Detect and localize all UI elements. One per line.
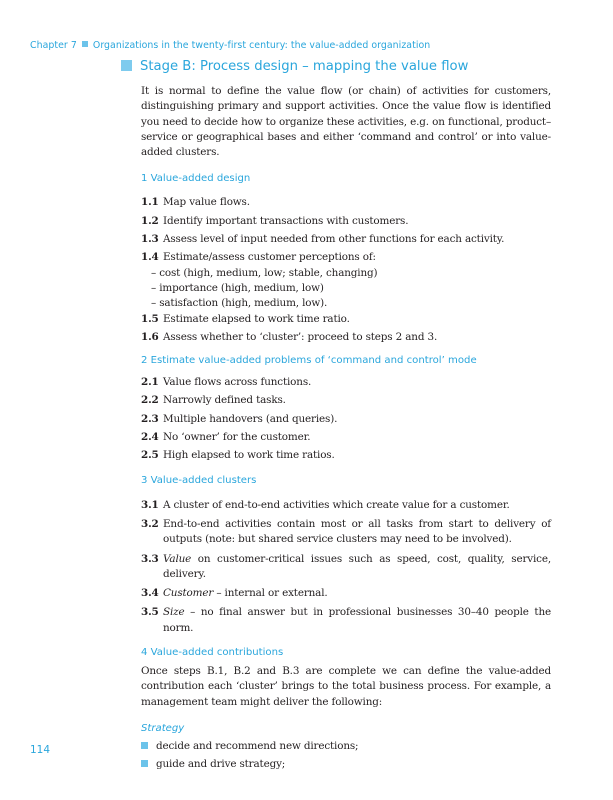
chapter-title: Organizations in the twenty-first century: the value-added organization: [92, 40, 431, 51]
section-title: [121, 59, 468, 74]
sub-item: – satisfaction (high, medium, low).: [151, 297, 328, 310]
bullet-item: guide and drive strategy;: [141, 757, 551, 772]
list-item: 3.2 End-to-end activities contain most or all tasks from start to delivery of outputs (note: but shared service clusters may need to be involved).: [141, 517, 551, 546]
list-item: 2.5 High elapsed to work time ratios.: [141, 449, 335, 462]
square-bullet-icon: [82, 41, 88, 47]
section-2-list: [141, 375, 551, 463]
section-heading-1: 1 Value-added design: [141, 173, 251, 185]
list-item: 1.3 Assess level of input needed from other functions for each activity.: [141, 233, 505, 246]
list-item: 3.3 Value on customer-critical issues such as speed, cost, quality, service, delivery.: [141, 552, 551, 580]
section-heading-4: 4 Value-added contributions: [141, 647, 284, 659]
list-item: 3.5 Size – no final answer but in professional businesses 30–40 people the norm.: [141, 606, 551, 634]
bullet-item: decide and recommend new directions;: [141, 739, 551, 754]
list-item: 1.2 Identify important transactions with customers.: [141, 214, 409, 227]
list-item: 2.2 Narrowly defined tasks.: [141, 394, 286, 407]
section-heading-3: 3 Value-added clusters: [141, 474, 257, 486]
list-item: 3.4 Customer – internal or external.: [141, 587, 328, 600]
contributions-paragraph: Once steps B.1, B.2 and B.3 are complete we can define the value-added contribution each ‘cluster’ brings to the total business process. For example, a management team might deliver the following:: [141, 665, 551, 708]
main-content: [141, 84, 551, 776]
section-title-text: Stage B: Process design – mapping the value flow: [140, 59, 469, 74]
page-number: 114: [30, 744, 51, 756]
sub-item: – cost (high, medium, low; stable, changing): [151, 266, 378, 279]
square-bullet-icon: [121, 60, 132, 71]
square-bullet-icon: [141, 742, 148, 749]
section-heading-2: 2 Estimate value-added problems of ‘command and control’ mode: [141, 355, 477, 367]
list-item: 1.4 Estimate/assess customer perceptions of:: [141, 251, 376, 264]
list-item: 2.1 Value flows across functions.: [141, 376, 312, 389]
intro-paragraph: It is normal to define the value flow (or chain) of activities for customers, distinguishing primary and support activities. Once the value flow is identified you need to decide how to organize these activities, e.g. on functional, product–service or geographical bases and either ‘command and control’ or into value-added clusters.: [141, 85, 551, 159]
sub-item: – importance (high, medium, low): [151, 281, 324, 294]
list-item: 3.1 A cluster of end-to-end activities which create value for a customer.: [141, 498, 510, 511]
strategy-subheading: Strategy: [141, 722, 185, 734]
square-bullet-icon: [141, 760, 148, 767]
list-item: 1.5 Estimate elapsed to work time ratio.: [141, 312, 350, 325]
list-item: 1.6 Assess whether to ‘cluster’: proceed to steps 2 and 3.: [141, 330, 438, 343]
list-item: 2.4 No ‘owner’ for the customer.: [141, 431, 311, 444]
list-item: 1.1 Map value flows.: [141, 196, 250, 209]
section-1-list: [141, 195, 551, 345]
list-item: 2.3 Multiple handovers (and queries).: [141, 412, 338, 425]
chapter-label: Chapter 7: [30, 40, 77, 51]
section-3-list: [141, 498, 551, 636]
running-head: [30, 40, 430, 51]
